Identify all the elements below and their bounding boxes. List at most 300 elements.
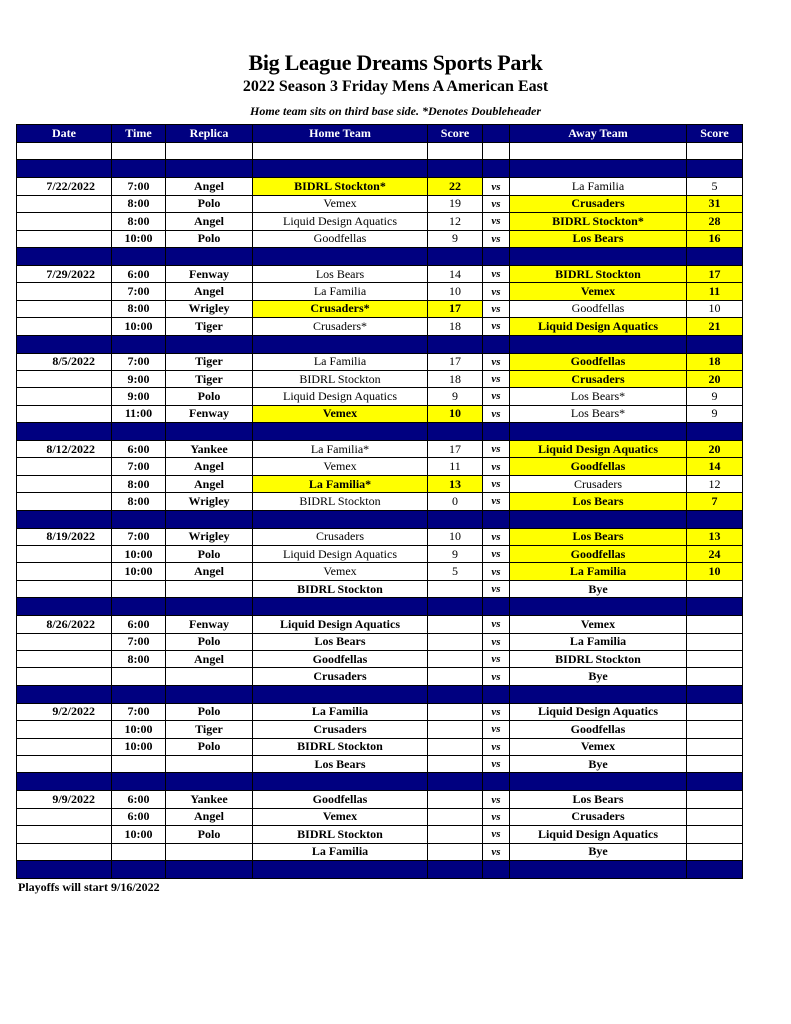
home-team-cell: Liquid Design Aquatics — [253, 546, 428, 563]
empty-cell — [112, 685, 166, 703]
away-score-cell: 9 — [687, 405, 743, 422]
away-team-cell: La Familia — [510, 178, 687, 195]
away-team-cell: La Familia — [510, 563, 687, 580]
replica-cell: Tiger — [166, 353, 253, 370]
empty-cell — [17, 773, 112, 791]
empty-cell — [428, 510, 483, 528]
date-cell — [17, 755, 112, 772]
home-team-cell: La Familia — [253, 703, 428, 720]
vs-cell: vs — [483, 650, 510, 667]
date-cell — [17, 668, 112, 685]
home-score-cell — [428, 791, 483, 808]
away-score-cell: 28 — [687, 213, 743, 230]
time-cell: 6:00 — [112, 808, 166, 825]
home-team-cell: Vemex — [253, 195, 428, 212]
away-score-cell — [687, 826, 743, 843]
empty-cell — [483, 860, 510, 878]
empty-cell — [428, 685, 483, 703]
home-team-cell: BIDRL Stockton — [253, 580, 428, 597]
vs-cell: vs — [483, 388, 510, 405]
away-team-cell: BIDRL Stockton* — [510, 213, 687, 230]
empty-cell — [428, 773, 483, 791]
blank-row — [17, 143, 743, 160]
away-score-cell: 17 — [687, 265, 743, 282]
game-row — [17, 265, 743, 282]
date-cell — [17, 213, 112, 230]
home-score-cell: 17 — [428, 353, 483, 370]
vs-cell: vs — [483, 721, 510, 738]
away-team-cell: Crusaders — [510, 370, 687, 387]
date-cell — [17, 458, 112, 475]
home-score-cell — [428, 668, 483, 685]
vs-cell: vs — [483, 265, 510, 282]
vs-cell: vs — [483, 668, 510, 685]
date-cell: 8/26/2022 — [17, 616, 112, 633]
empty-cell — [17, 160, 112, 178]
empty-cell — [253, 143, 428, 160]
time-cell: 7:00 — [112, 458, 166, 475]
game-row — [17, 826, 743, 843]
away-team-cell: Crusaders — [510, 475, 687, 492]
home-team-cell: BIDRL Stockton — [253, 826, 428, 843]
game-row — [17, 353, 743, 370]
empty-cell — [112, 160, 166, 178]
date-cell: 7/29/2022 — [17, 265, 112, 282]
away-score-cell: 31 — [687, 195, 743, 212]
replica-cell: Angel — [166, 283, 253, 300]
empty-cell — [483, 598, 510, 616]
replica-cell: Polo — [166, 633, 253, 650]
away-score-cell: 10 — [687, 563, 743, 580]
time-cell: 9:00 — [112, 370, 166, 387]
empty-cell — [510, 685, 687, 703]
home-score-cell: 10 — [428, 283, 483, 300]
home-team-cell: BIDRL Stockton* — [253, 178, 428, 195]
replica-cell: Wrigley — [166, 300, 253, 317]
game-row — [17, 178, 743, 195]
home-score-cell — [428, 738, 483, 755]
away-team-cell: Goodfellas — [510, 300, 687, 317]
replica-cell: Polo — [166, 546, 253, 563]
col-header-home-team: Home Team — [253, 125, 428, 143]
home-score-cell: 9 — [428, 546, 483, 563]
away-team-cell: Bye — [510, 668, 687, 685]
away-score-cell — [687, 843, 743, 860]
game-row — [17, 370, 743, 387]
empty-cell — [112, 143, 166, 160]
empty-cell — [428, 160, 483, 178]
home-team-cell: La Familia — [253, 283, 428, 300]
home-team-cell: La Familia — [253, 843, 428, 860]
empty-cell — [166, 335, 253, 353]
game-row — [17, 195, 743, 212]
empty-cell — [253, 685, 428, 703]
home-team-cell: Crusaders — [253, 528, 428, 545]
game-row — [17, 563, 743, 580]
home-team-cell: Crusaders — [253, 721, 428, 738]
home-score-cell: 22 — [428, 178, 483, 195]
date-cell — [17, 405, 112, 422]
replica-cell: Polo — [166, 230, 253, 247]
replica-cell: Angel — [166, 563, 253, 580]
home-score-cell — [428, 703, 483, 720]
away-team-cell: Los Bears — [510, 528, 687, 545]
empty-cell — [510, 335, 687, 353]
replica-cell — [166, 580, 253, 597]
empty-cell — [17, 598, 112, 616]
home-team-cell: Crusaders* — [253, 300, 428, 317]
playoffs-note: Playoffs will start 9/16/2022 — [18, 880, 160, 894]
empty-cell — [253, 247, 428, 265]
date-cell: 9/2/2022 — [17, 703, 112, 720]
away-score-cell — [687, 721, 743, 738]
away-team-cell: Crusaders — [510, 808, 687, 825]
game-row — [17, 721, 743, 738]
game-row — [17, 458, 743, 475]
vs-cell: vs — [483, 178, 510, 195]
empty-cell — [510, 598, 687, 616]
replica-cell: Fenway — [166, 616, 253, 633]
away-score-cell: 12 — [687, 475, 743, 492]
away-score-cell: 7 — [687, 493, 743, 510]
empty-cell — [166, 160, 253, 178]
away-team-cell: Los Bears* — [510, 405, 687, 422]
game-row — [17, 843, 743, 860]
vs-cell: vs — [483, 458, 510, 475]
date-cell — [17, 650, 112, 667]
replica-cell: Yankee — [166, 441, 253, 458]
vs-cell: vs — [483, 230, 510, 247]
away-score-cell: 20 — [687, 441, 743, 458]
away-team-cell: Los Bears — [510, 791, 687, 808]
away-team-cell: Vemex — [510, 738, 687, 755]
away-team-cell: Goodfellas — [510, 353, 687, 370]
col-header-date: Date — [17, 125, 112, 143]
game-row — [17, 650, 743, 667]
game-row — [17, 300, 743, 317]
replica-cell: Fenway — [166, 265, 253, 282]
empty-cell — [687, 247, 743, 265]
date-cell — [17, 826, 112, 843]
date-cell: 9/9/2022 — [17, 791, 112, 808]
week-separator — [17, 773, 743, 791]
game-row — [17, 213, 743, 230]
replica-cell: Polo — [166, 388, 253, 405]
page-title: Big League Dreams Sports Park — [248, 50, 543, 75]
vs-cell: vs — [483, 195, 510, 212]
game-row — [17, 388, 743, 405]
home-team-cell: Los Bears — [253, 755, 428, 772]
away-team-cell: BIDRL Stockton — [510, 650, 687, 667]
away-score-cell: 14 — [687, 458, 743, 475]
empty-cell — [510, 860, 687, 878]
home-team-cell: Goodfellas — [253, 230, 428, 247]
away-score-cell — [687, 633, 743, 650]
away-score-cell — [687, 580, 743, 597]
date-cell — [17, 738, 112, 755]
home-score-cell: 19 — [428, 195, 483, 212]
page-subtitle: 2022 Season 3 Friday Mens A American East — [242, 78, 549, 95]
away-score-cell — [687, 791, 743, 808]
col-header-home-score: Score — [428, 125, 483, 143]
vs-cell: vs — [483, 563, 510, 580]
home-score-cell — [428, 650, 483, 667]
time-cell: 10:00 — [112, 563, 166, 580]
game-row — [17, 808, 743, 825]
empty-cell — [253, 510, 428, 528]
home-score-cell: 18 — [428, 318, 483, 335]
home-team-cell: La Familia — [253, 353, 428, 370]
empty-cell — [510, 143, 687, 160]
home-team-cell: BIDRL Stockton — [253, 738, 428, 755]
home-score-cell — [428, 843, 483, 860]
away-team-cell: Goodfellas — [510, 546, 687, 563]
date-cell — [17, 370, 112, 387]
time-cell: 10:00 — [112, 826, 166, 843]
replica-cell: Angel — [166, 808, 253, 825]
date-cell — [17, 388, 112, 405]
replica-cell — [166, 843, 253, 860]
home-score-cell: 9 — [428, 388, 483, 405]
empty-cell — [166, 773, 253, 791]
empty-cell — [687, 685, 743, 703]
empty-cell — [166, 247, 253, 265]
date-cell — [17, 230, 112, 247]
replica-cell — [166, 755, 253, 772]
week-separator — [17, 247, 743, 265]
vs-cell: vs — [483, 283, 510, 300]
schedule-body — [17, 143, 743, 879]
vs-cell: vs — [483, 370, 510, 387]
empty-cell — [483, 423, 510, 441]
empty-cell — [483, 335, 510, 353]
empty-cell — [687, 143, 743, 160]
empty-cell — [112, 247, 166, 265]
away-score-cell — [687, 703, 743, 720]
away-team-cell: Liquid Design Aquatics — [510, 441, 687, 458]
empty-cell — [166, 860, 253, 878]
empty-cell — [17, 860, 112, 878]
home-score-cell — [428, 826, 483, 843]
replica-cell: Tiger — [166, 721, 253, 738]
away-team-cell: La Familia — [510, 633, 687, 650]
empty-cell — [112, 860, 166, 878]
empty-cell — [253, 598, 428, 616]
date-cell — [17, 546, 112, 563]
game-row — [17, 230, 743, 247]
home-score-cell — [428, 808, 483, 825]
away-score-cell: 9 — [687, 388, 743, 405]
date-cell: 8/5/2022 — [17, 353, 112, 370]
week-separator — [17, 685, 743, 703]
vs-cell: vs — [483, 633, 510, 650]
date-cell — [17, 721, 112, 738]
home-score-cell: 5 — [428, 563, 483, 580]
game-row — [17, 405, 743, 422]
away-score-cell — [687, 650, 743, 667]
empty-cell — [510, 160, 687, 178]
game-row — [17, 318, 743, 335]
replica-cell: Wrigley — [166, 528, 253, 545]
away-score-cell: 21 — [687, 318, 743, 335]
time-cell: 6:00 — [112, 791, 166, 808]
week-separator — [17, 160, 743, 178]
replica-cell: Polo — [166, 703, 253, 720]
replica-cell: Fenway — [166, 405, 253, 422]
away-score-cell — [687, 808, 743, 825]
home-score-cell: 10 — [428, 405, 483, 422]
empty-cell — [166, 598, 253, 616]
empty-cell — [687, 860, 743, 878]
away-score-cell: 18 — [687, 353, 743, 370]
away-team-cell: Vemex — [510, 616, 687, 633]
empty-cell — [510, 423, 687, 441]
time-cell: 9:00 — [112, 388, 166, 405]
home-score-cell — [428, 721, 483, 738]
time-cell: 11:00 — [112, 405, 166, 422]
away-team-cell: BIDRL Stockton — [510, 265, 687, 282]
vs-cell: vs — [483, 843, 510, 860]
date-cell — [17, 300, 112, 317]
empty-cell — [687, 423, 743, 441]
vs-cell: vs — [483, 318, 510, 335]
home-team-cell: Los Bears — [253, 633, 428, 650]
away-score-cell — [687, 755, 743, 772]
time-cell: 8:00 — [112, 213, 166, 230]
empty-cell — [166, 685, 253, 703]
replica-cell: Angel — [166, 178, 253, 195]
time-cell: 8:00 — [112, 493, 166, 510]
replica-cell: Polo — [166, 195, 253, 212]
vs-cell: vs — [483, 528, 510, 545]
away-team-cell: Liquid Design Aquatics — [510, 826, 687, 843]
col-header-away-team: Away Team — [510, 125, 687, 143]
empty-cell — [253, 860, 428, 878]
date-cell: 8/19/2022 — [17, 528, 112, 545]
home-score-cell: 13 — [428, 475, 483, 492]
vs-cell: vs — [483, 826, 510, 843]
empty-cell — [253, 773, 428, 791]
empty-cell — [428, 143, 483, 160]
home-team-cell: Liquid Design Aquatics — [253, 388, 428, 405]
empty-cell — [17, 143, 112, 160]
game-row — [17, 580, 743, 597]
home-score-cell — [428, 616, 483, 633]
empty-cell — [112, 598, 166, 616]
empty-cell — [166, 510, 253, 528]
empty-cell — [253, 335, 428, 353]
replica-cell: Angel — [166, 650, 253, 667]
col-header-away-score: Score — [687, 125, 743, 143]
vs-cell: vs — [483, 808, 510, 825]
away-score-cell — [687, 616, 743, 633]
empty-cell — [428, 598, 483, 616]
time-cell — [112, 755, 166, 772]
vs-cell: vs — [483, 213, 510, 230]
game-row — [17, 738, 743, 755]
away-team-cell: Bye — [510, 580, 687, 597]
time-cell: 10:00 — [112, 318, 166, 335]
away-team-cell: Liquid Design Aquatics — [510, 703, 687, 720]
empty-cell — [17, 247, 112, 265]
date-cell — [17, 493, 112, 510]
home-team-cell: Liquid Design Aquatics — [253, 213, 428, 230]
week-separator — [17, 598, 743, 616]
time-cell — [112, 668, 166, 685]
replica-cell: Tiger — [166, 370, 253, 387]
vs-cell: vs — [483, 475, 510, 492]
away-score-cell: 20 — [687, 370, 743, 387]
away-score-cell: 5 — [687, 178, 743, 195]
col-header-vs — [483, 125, 510, 143]
home-score-cell: 18 — [428, 370, 483, 387]
replica-cell: Polo — [166, 738, 253, 755]
vs-cell: vs — [483, 738, 510, 755]
away-score-cell: 16 — [687, 230, 743, 247]
empty-cell — [687, 598, 743, 616]
home-score-cell: 11 — [428, 458, 483, 475]
home-score-cell: 17 — [428, 441, 483, 458]
away-team-cell: Goodfellas — [510, 721, 687, 738]
empty-cell — [687, 335, 743, 353]
home-score-cell: 0 — [428, 493, 483, 510]
date-cell — [17, 580, 112, 597]
away-team-cell: Los Bears — [510, 230, 687, 247]
empty-cell — [483, 685, 510, 703]
date-cell — [17, 195, 112, 212]
empty-cell — [687, 773, 743, 791]
date-cell — [17, 843, 112, 860]
home-team-cell: BIDRL Stockton — [253, 493, 428, 510]
replica-cell: Angel — [166, 475, 253, 492]
empty-cell — [483, 773, 510, 791]
empty-cell — [483, 510, 510, 528]
page-note: Home team sits on third base side. *Denotes Doubleheader — [250, 104, 541, 118]
date-cell — [17, 283, 112, 300]
empty-cell — [483, 247, 510, 265]
empty-cell — [253, 160, 428, 178]
home-team-cell: Goodfellas — [253, 650, 428, 667]
game-row — [17, 475, 743, 492]
empty-cell — [112, 510, 166, 528]
time-cell: 8:00 — [112, 475, 166, 492]
empty-cell — [17, 685, 112, 703]
away-team-cell: Los Bears — [510, 493, 687, 510]
col-header-time: Time — [112, 125, 166, 143]
home-team-cell: Crusaders — [253, 668, 428, 685]
time-cell: 6:00 — [112, 441, 166, 458]
away-team-cell: Vemex — [510, 283, 687, 300]
game-row — [17, 703, 743, 720]
home-team-cell: La Familia* — [253, 475, 428, 492]
replica-cell: Polo — [166, 826, 253, 843]
empty-cell — [166, 423, 253, 441]
date-cell — [17, 563, 112, 580]
week-separator — [17, 510, 743, 528]
time-cell: 7:00 — [112, 528, 166, 545]
vs-cell: vs — [483, 493, 510, 510]
away-team-cell: Liquid Design Aquatics — [510, 318, 687, 335]
home-team-cell: Goodfellas — [253, 791, 428, 808]
time-cell: 10:00 — [112, 546, 166, 563]
empty-cell — [112, 773, 166, 791]
time-cell: 10:00 — [112, 738, 166, 755]
week-separator — [17, 423, 743, 441]
home-team-cell: Vemex — [253, 808, 428, 825]
away-score-cell: 24 — [687, 546, 743, 563]
vs-cell: vs — [483, 405, 510, 422]
game-row — [17, 668, 743, 685]
